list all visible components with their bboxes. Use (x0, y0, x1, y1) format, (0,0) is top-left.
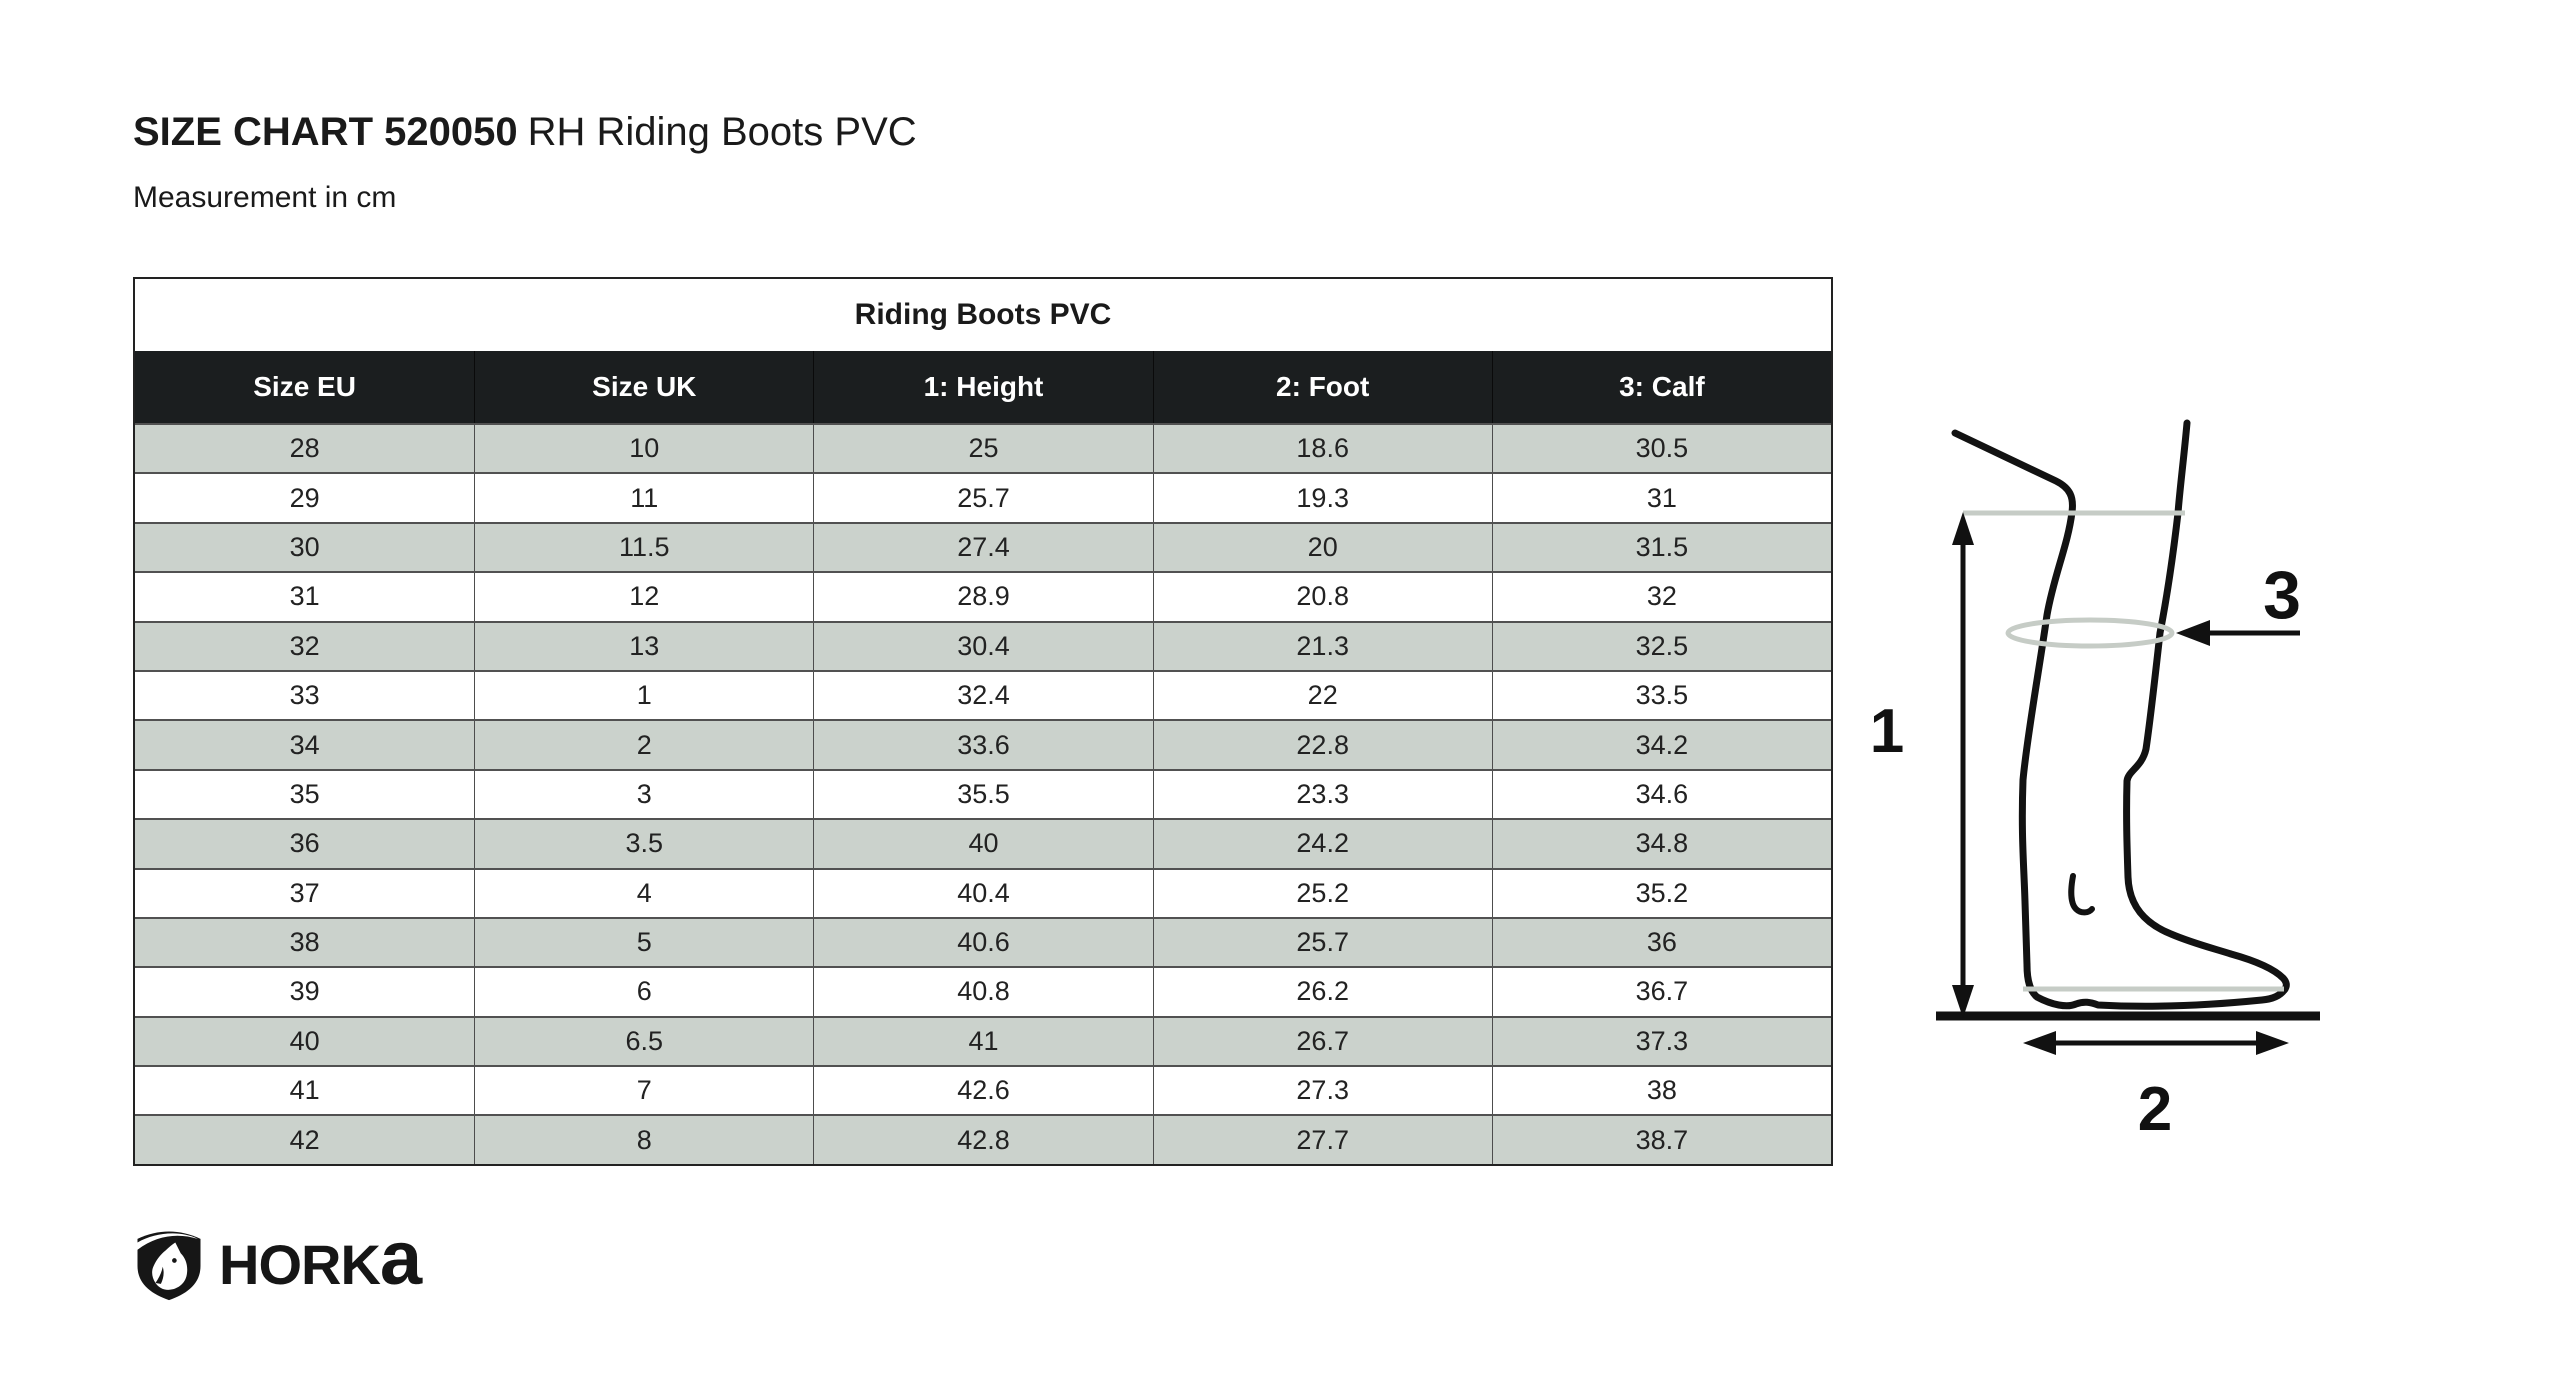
table-cell: 30 (289, 531, 320, 562)
table-row (135, 769, 1831, 818)
table-cell: 35 (289, 778, 320, 809)
table-cell: 35.2 (1492, 870, 1831, 917)
table-row (135, 472, 1831, 521)
table-row (135, 719, 1831, 768)
table-cell: 41 (813, 1018, 1152, 1065)
table-cell: 4 (474, 870, 813, 917)
table-cell: 8 (474, 1116, 813, 1163)
table-row (135, 670, 1831, 719)
table-cell: 39 (289, 976, 320, 1007)
table-cell: 2 (474, 721, 813, 768)
table-cell: 28.9 (813, 573, 1152, 620)
table-cell: 36 (289, 828, 320, 859)
table-cell: 25.7 (1153, 919, 1492, 966)
table-cell: 40 (813, 820, 1152, 867)
calf-label: 3 (2263, 557, 2301, 633)
foot-label: 2 (2137, 1075, 2173, 1144)
brand-wordmark-caps: HORK (219, 1233, 380, 1296)
table-cell: 27.7 (1153, 1116, 1492, 1163)
table-cell: 30.4 (813, 623, 1152, 670)
table-cell: 3 (474, 771, 813, 818)
table-cell: 34.2 (1492, 721, 1831, 768)
table-cell: 32 (289, 630, 320, 661)
boot-sole-edge (2027, 965, 2285, 1006)
table-cell: 34.6 (1492, 771, 1831, 818)
height-arrow (1952, 512, 1974, 1018)
table-cell: 36.7 (1492, 968, 1831, 1015)
table-cell: 42.8 (813, 1116, 1152, 1163)
calf-guide-ellipse (2008, 620, 2172, 646)
table-cell: 7 (474, 1067, 813, 1114)
horka-shield-icon (133, 1228, 205, 1302)
table-header-cell: 2: Foot (1153, 351, 1492, 423)
table-cell: 29 (289, 482, 320, 513)
table-header-cell: Size EU (253, 371, 356, 402)
table-cell: 35.5 (813, 771, 1152, 818)
table-cell: 20.8 (1153, 573, 1492, 620)
table-row (135, 1016, 1831, 1065)
table-cell: 22 (1153, 672, 1492, 719)
table-cell: 26.7 (1153, 1018, 1492, 1065)
table-cell: 6 (474, 968, 813, 1015)
table-cell: 1 (474, 672, 813, 719)
brand-wordmark-a: a (379, 1216, 422, 1301)
table-row (135, 868, 1831, 917)
table-cell: 38 (289, 927, 320, 958)
table-cell: 41 (289, 1075, 320, 1106)
table-cell: 26.2 (1153, 968, 1492, 1015)
table-cell: 34.8 (1492, 820, 1831, 867)
table-cell: 40 (289, 1025, 320, 1056)
table-cell: 25 (813, 425, 1152, 472)
table-row (135, 1065, 1831, 1114)
table-cell: 11 (474, 474, 813, 521)
table-cell: 20 (1153, 524, 1492, 571)
table-cell: 42.6 (813, 1067, 1152, 1114)
table-cell: 38.7 (1492, 1116, 1831, 1163)
table-cell: 24.2 (1153, 820, 1492, 867)
table-cell: 31 (1492, 474, 1831, 521)
table-cell: 37 (289, 877, 320, 908)
table-cell: 18.6 (1153, 425, 1492, 472)
table-title: Riding Boots PVC (135, 279, 1831, 351)
table-cell: 33.5 (1492, 672, 1831, 719)
table-cell: 27.3 (1153, 1067, 1492, 1114)
height-label: 1 (1869, 697, 1905, 766)
size-table (133, 277, 1833, 1166)
table-cell: 28 (289, 433, 320, 464)
table-cell: 6.5 (474, 1018, 813, 1065)
table-cell: 42 (289, 1124, 320, 1155)
table-row (135, 571, 1831, 620)
table-cell: 40.4 (813, 870, 1152, 917)
table-header-cell: 3: Calf (1492, 351, 1831, 423)
brand-logo (133, 1216, 422, 1302)
table-cell: 25.7 (813, 474, 1152, 521)
table-cell: 40.6 (813, 919, 1152, 966)
table-row (135, 423, 1831, 472)
table-row (135, 966, 1831, 1015)
table-row (135, 522, 1831, 571)
page-title-product: RH Riding Boots PVC (527, 110, 917, 154)
table-row (135, 621, 1831, 670)
measurement-guides (1963, 513, 2284, 989)
table-row (135, 917, 1831, 966)
table-cell: 37.3 (1492, 1018, 1831, 1065)
table-cell: 32.5 (1492, 623, 1831, 670)
foot-arrow (2023, 1031, 2289, 1055)
boot-measurement-diagram (1860, 415, 2460, 1195)
table-cell: 10 (474, 425, 813, 472)
table-header-row (135, 351, 1831, 423)
table-cell: 36 (1492, 919, 1831, 966)
page-subtitle: Measurement in cm (133, 181, 397, 214)
table-cell: 5 (474, 919, 813, 966)
table-cell: 32.4 (813, 672, 1152, 719)
table-cell: 31.5 (1492, 524, 1831, 571)
table-cell: 31 (289, 581, 320, 612)
boot-outline (1955, 423, 2286, 1006)
table-cell: 38 (1492, 1067, 1831, 1114)
table-cell: 21.3 (1153, 623, 1492, 670)
table-header-cell: Size UK (474, 351, 813, 423)
table-cell: 33 (289, 680, 320, 711)
table-cell: 22.8 (1153, 721, 1492, 768)
size-table-body (135, 423, 1831, 1164)
page-title-code: SIZE CHART 520050 (133, 110, 518, 154)
table-header-cell: 1: Height (813, 351, 1152, 423)
boot-pull-hook (2071, 876, 2092, 912)
table-cell: 19.3 (1153, 474, 1492, 521)
boot-front-right-edge (2127, 423, 2287, 989)
table-row (135, 818, 1831, 867)
table-cell: 32 (1492, 573, 1831, 620)
table-cell: 30.5 (1492, 425, 1831, 472)
table-cell: 3.5 (474, 820, 813, 867)
page-title (133, 112, 917, 152)
table-cell: 40.8 (813, 968, 1152, 1015)
table-cell: 25.2 (1153, 870, 1492, 917)
table-cell: 13 (474, 623, 813, 670)
table-row (135, 1114, 1831, 1163)
table-cell: 33.6 (813, 721, 1152, 768)
table-cell: 23.3 (1153, 771, 1492, 818)
table-cell: 34 (289, 729, 320, 760)
brand-wordmark (219, 1216, 422, 1301)
table-cell: 11.5 (474, 524, 813, 571)
table-cell: 27.4 (813, 524, 1152, 571)
table-cell: 12 (474, 573, 813, 620)
